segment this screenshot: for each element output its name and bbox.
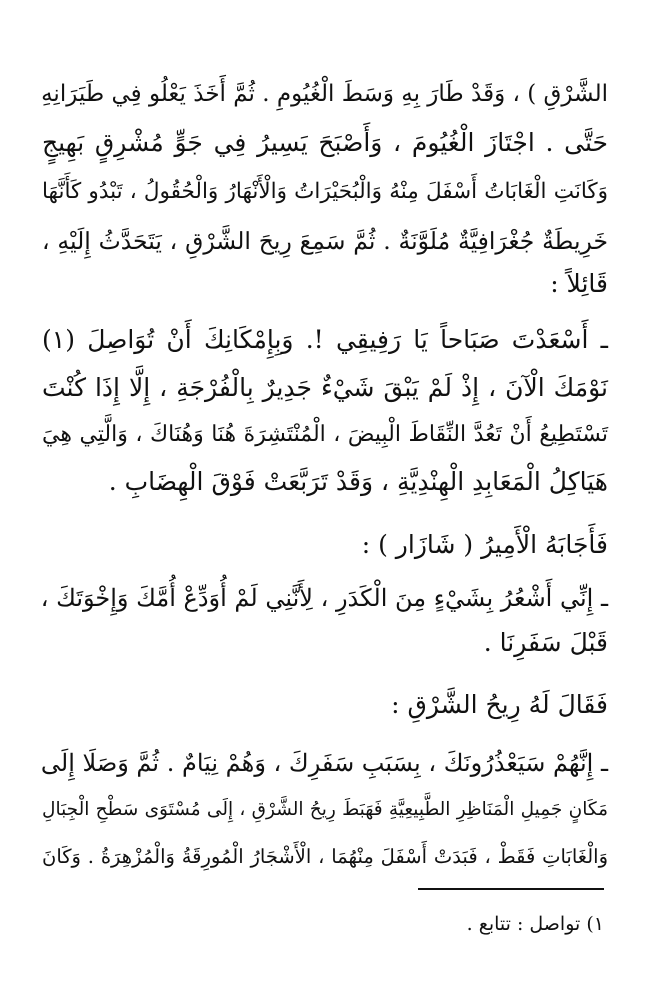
text-line: فَقَالَ لَهُ رِيحُ الشَّرْقِ :	[391, 690, 608, 719]
text-line: قَائِلاً :	[550, 269, 608, 298]
text-line: قَبْلَ سَفَرِنَا .	[483, 628, 608, 657]
text-line: ـ إِنِّي أَشْعُرُ بِشَيْءٍ مِنَ الْكَدَرِ ، لِأَنَّنِي لَمْ أُوَدِّعْ أُمَّكَ وَإِخْوَتَكَ ،	[40, 584, 608, 612]
text-line: نَوْمَكَ الْآنَ ، إِذْ لَمْ يَبْقَ شَيْءٌ جَدِيرٌ بِالْفُرْجَةِ ، إِلَّا إِذَا كُنْتَ	[42, 373, 608, 402]
footnote: ١) تواصل : تتابع .	[466, 913, 604, 935]
text-line: فَأَجَابَهُ الْأَمِيرُ ( شَازَار ) :	[361, 530, 608, 559]
text-line: حَتَّى . اجْتَازَ الْغُيُومَ ، وَأَصْبَحَ يَسِيرُ فِي جَوٍّ مُشْرِقٍ بَهِيجٍ	[42, 128, 608, 157]
text-line: ـ إِنَّهُمْ سَيَعْذُرُونَكَ ، بِسَبَبِ سَفَرِكَ ، وَهُمْ نِيَامٌ . ثُمَّ وَصَلَا إِلَى	[40, 749, 608, 777]
text-line: وَالْغَابَاتِ فَقَطْ ، فَبَدَتْ أَسْفَلَ مِنْهُمَا ، الْأَشْجَارُ الْمُورِقَةُ وَالْمُزْهِرَةُ . وَكَانَ	[42, 845, 608, 868]
text-line: خَرِيطَةٌ جُغْرَافِيَّةٌ مُلَوَّنَةٌ . ثُمَّ سَمِعَ رِيحَ الشَّرْقِ ، يَتَحَدَّثُ إِلَيْهِ ،	[42, 227, 608, 255]
text-line: هَيَاكِلُ الْمَعَابِدِ الْهِنْدِيَّةِ ، وَقَدْ تَرَبَّعَتْ فَوْقَ الْهِضَابِ .	[108, 467, 608, 496]
text-line: تَسْتَطِيعُ أَنْ تَعُدَّ النِّقَاطَ الْبِيضَ ، الْمُنْتَشِرَةَ هُنَا وَهُنَاكَ ، وَالَّتِي هِيَ	[42, 422, 608, 447]
text-line: ـ أَسْعَدْتَ صَبَاحاً يَا رَفِيقِي !. وَبِإِمْكَانِكَ أَنْ تُوَاصِلَ (١)	[42, 325, 608, 354]
text-line: الشَّرْقِ ) ، وَقَدْ طَارَ بِهِ وَسَطَ الْغُيُومِ . ثُمَّ أَخَذَ يَعْلُو فِي طَيَرَانِهِ	[41, 81, 608, 107]
footnote-separator	[418, 888, 604, 890]
text-line: وَكَانَتِ الْغَابَاتُ أَسْفَلَ مِنْهُ وَالْبُحَيْرَاتُ وَالْأَنْهَارُ وَالْحُقُولُ ، تَبْدُو كَأَنَّهَا	[42, 179, 608, 204]
text-line: مَكَانٍ جَمِيلِ الْمَنَاظِرِ الطَّبِيعِيَّةِ فَهَبَطَ رِيحُ الشَّرْقِ ، إِلَى مُسْتَوَى سَطْحِ الْجِبَالِ	[42, 799, 608, 820]
